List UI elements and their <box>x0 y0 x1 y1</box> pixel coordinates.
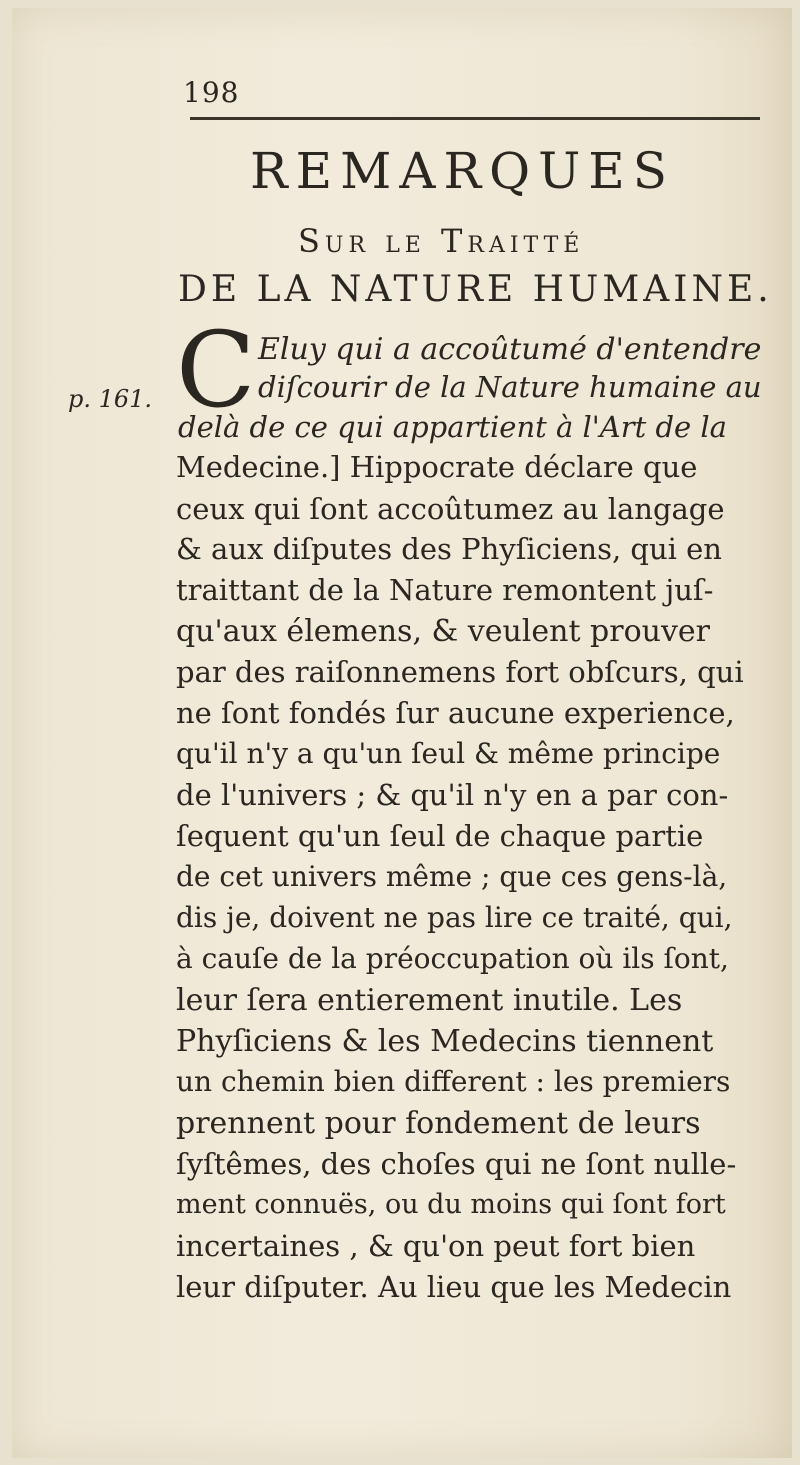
text-line-22: ment connuës, ou du moins qui ſont fort <box>176 1189 726 1220</box>
text-line-12: de l'univers ; & qu'il n'y en a par con- <box>176 778 729 812</box>
margin-note: p. 161. <box>68 385 153 413</box>
text-line-5: ceux qui ſont accoûtumez au langage <box>176 492 725 526</box>
text-line-13: ſequent qu'un ſeul de chaque partie <box>176 819 704 853</box>
text-line-19: un chemin bien different : les premiers <box>176 1065 731 1098</box>
drop-cap: C <box>176 309 256 431</box>
text-line-6: & aux diſputes des Phyſiciens, qui en <box>176 532 722 566</box>
text-line-23: incertaines , & qu'on peut fort bien <box>176 1229 696 1263</box>
page-number: 198 <box>183 76 240 109</box>
text-line-20: prennent pour fondement de leurs <box>176 1106 701 1141</box>
chapter-title: REMARQUES <box>250 142 675 200</box>
text-line-10: ne ſont fondés ſur aucune experience, <box>176 696 735 730</box>
chapter-subtitle-1: Sur le Traitté <box>298 222 585 260</box>
text-line-9: par des raiſonnemens fort obſcurs, qui <box>176 655 744 689</box>
text-line-7: traittant de la Nature remontent juſ- <box>176 573 714 607</box>
text-line-8: qu'aux élemens, & veulent prouver <box>176 614 711 649</box>
text-line-11: qu'il n'y a qu'un ſeul & même principe <box>176 737 721 770</box>
text-line-16: à cauſe de la préoccupation où ils ſont, <box>176 942 729 975</box>
text-line-14: de cet univers même ; que ces gens-là, <box>176 860 728 893</box>
chapter-subtitle-2: DE LA NATURE HUMAINE. <box>178 269 773 310</box>
header-rule <box>190 117 760 120</box>
text-line-18: Phyſiciens & les Medecins tiennent <box>176 1024 714 1059</box>
text-line-4: Medecine.] Hippocrate déclare que <box>176 450 698 484</box>
text-line-2: diſcourir de la Nature humaine au <box>258 370 762 404</box>
text-line-21: ſyſtêmes, des choſes qui ne ſont nulle- <box>176 1147 737 1181</box>
text-line-15: dis je, doivent ne pas lire ce traité, qui, <box>176 901 733 934</box>
text-line-3: delà de ce qui appartient à l'Art de la <box>178 410 727 444</box>
text-line-1: Eluy qui a accoûtumé d'entendre <box>258 332 762 367</box>
text-line-17: leur ſera entierement inutile. Les <box>176 983 683 1018</box>
text-line-24: leur diſputer. Au lieu que les Medecin <box>176 1270 732 1304</box>
